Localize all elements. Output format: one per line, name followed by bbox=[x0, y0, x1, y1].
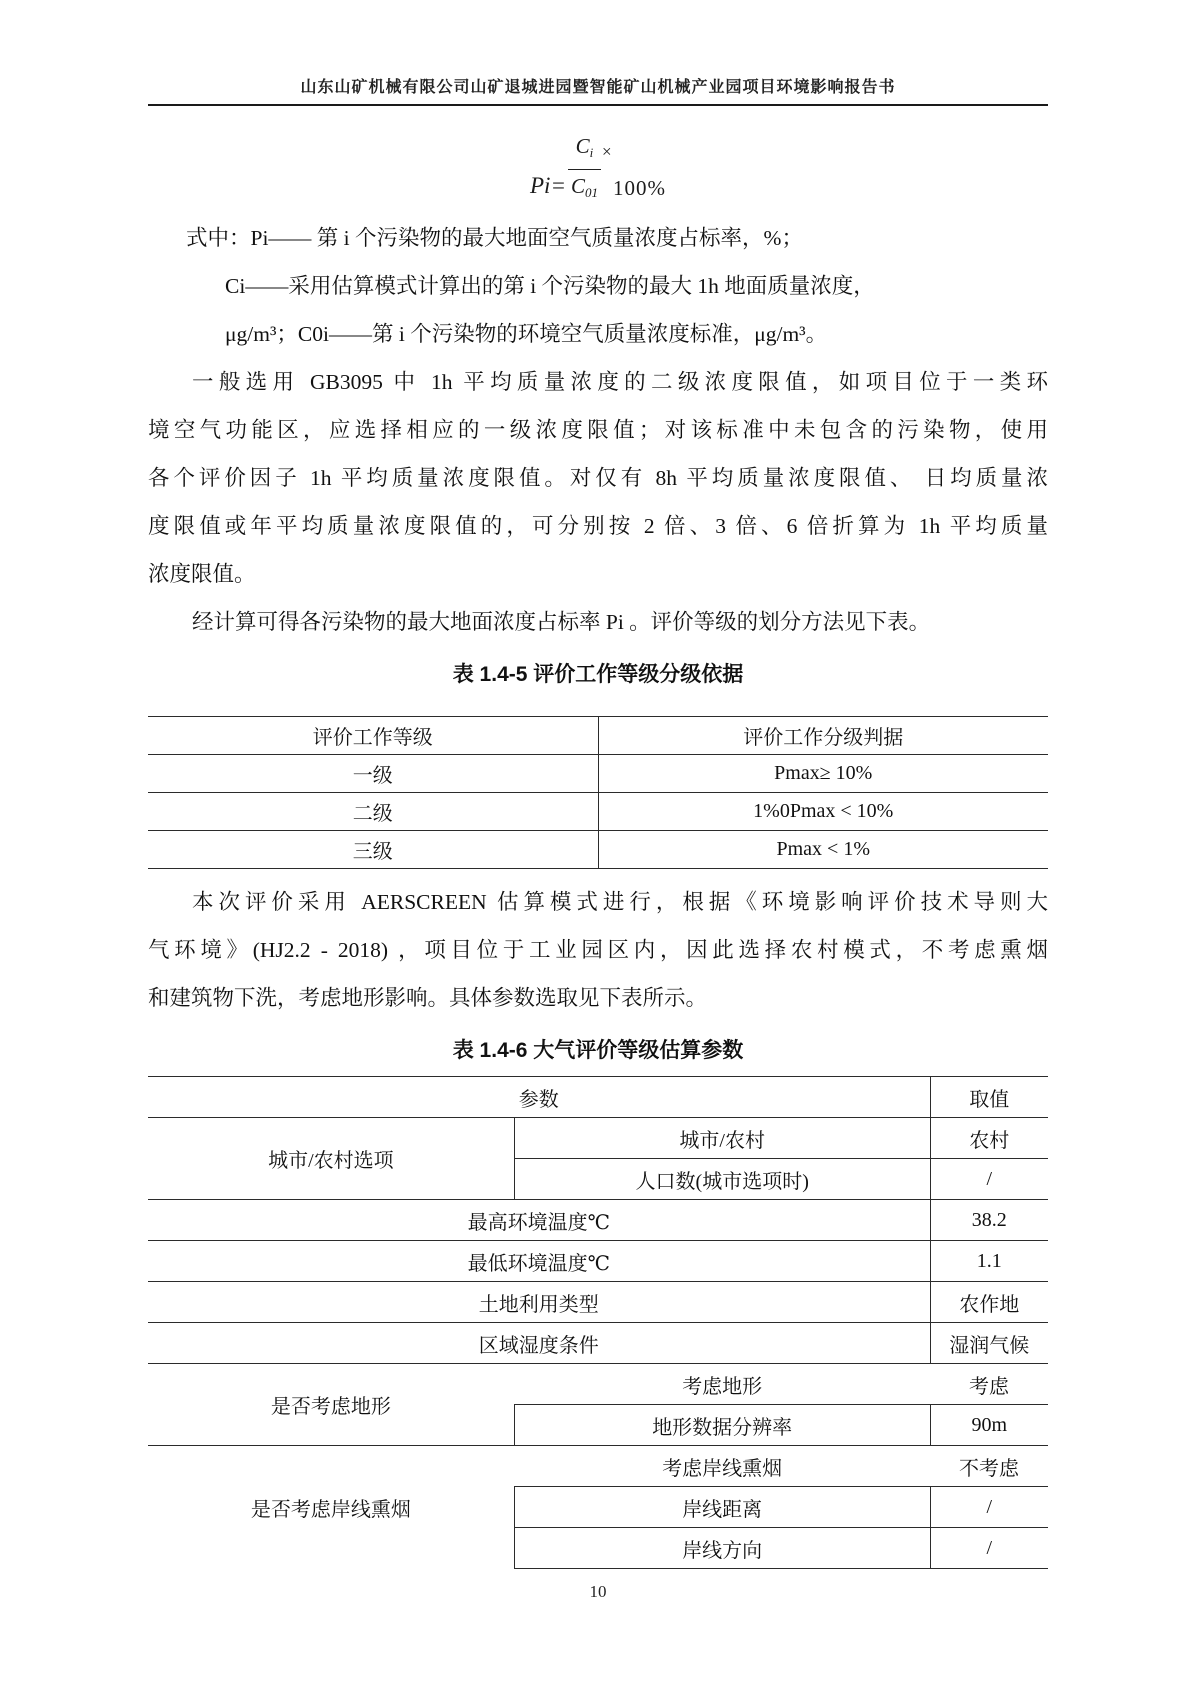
param-cell: 考虑地形 bbox=[514, 1364, 930, 1405]
grade-cell: 三级 bbox=[148, 831, 598, 869]
grade-column-header: 评价工作等级 bbox=[148, 717, 598, 755]
formula-result: 100% bbox=[612, 176, 666, 200]
formula-right-part bbox=[601, 138, 666, 202]
denominator-base: C bbox=[570, 174, 585, 198]
value-cell: / bbox=[930, 1159, 1048, 1200]
param-cell: 岸线距离 bbox=[514, 1487, 930, 1528]
paragraph-ci-definition: Ci——采用估算模式计算出的第 i 个污染物的最大 1h 地面质量浓度， bbox=[225, 274, 875, 298]
numerator-base: C bbox=[575, 134, 590, 158]
param-cell: 人口数(城市选项时) bbox=[514, 1159, 930, 1200]
value-cell: 1.1 bbox=[930, 1241, 1048, 1282]
grade-cell: 二级 bbox=[148, 793, 598, 831]
numerator-subscript: i bbox=[589, 145, 594, 160]
group-label-cell: 是否考虑地形 bbox=[148, 1364, 514, 1446]
paragraph-gb3095 bbox=[148, 358, 1048, 598]
paragraph-line: 本次评价采用 AERSCREEN 估算模式进行，根据《环境影响评价技术导则大 bbox=[192, 890, 1048, 914]
value-cell: 农作地 bbox=[930, 1282, 1048, 1323]
table-1-4-6-title: 表 1.4-6 大气评价等级估算参数 bbox=[452, 1039, 744, 1062]
paragraph-line: 气环境》(HJ2.2 - 2018) ，项目位于工业园区内，因此选择农村模式，不考虑熏烟 bbox=[148, 938, 1048, 962]
grade-cell: 一级 bbox=[148, 755, 598, 793]
value-cell: 考虑 bbox=[930, 1364, 1048, 1405]
multiply-sign: × bbox=[601, 142, 612, 161]
param-cell: 最低环境温度℃ bbox=[148, 1241, 930, 1282]
paragraph-line: 境空气功能区，应选择相应的一级浓度限值；对该标准中未包含的污染物，使用 bbox=[148, 418, 1048, 442]
table-row bbox=[148, 831, 1048, 869]
page-number: 10 bbox=[589, 1582, 607, 1601]
paragraph-line: 一般选用 GB3095 中 1h 平均质量浓度的二级浓度限值，如项目位于一类环 bbox=[192, 370, 1048, 394]
table-row bbox=[148, 755, 1048, 793]
param-cell: 区域湿度条件 bbox=[148, 1323, 930, 1364]
table-1-4-5-title: 表 1.4-5 评价工作等级分级依据 bbox=[452, 663, 744, 686]
page-content bbox=[148, 0, 1048, 1602]
value-cell: 农村 bbox=[930, 1118, 1048, 1159]
value-column-header: 取值 bbox=[930, 1077, 1048, 1118]
table-row bbox=[148, 1323, 1048, 1364]
table-header-row bbox=[148, 717, 1048, 755]
criterion-cell: 1%0Pmax < 10% bbox=[598, 793, 1048, 831]
formula-fraction bbox=[568, 130, 601, 202]
paragraph-pmax-intro: 经计算可得各污染物的最大地面浓度占标率 Pi 。评价等级的划分方法见下表。 bbox=[192, 610, 931, 634]
group-label-cell: 是否考虑岸线熏烟 bbox=[250, 1498, 411, 1521]
table-1-4-6 bbox=[148, 1076, 1048, 1569]
param-column-header: 参数 bbox=[148, 1077, 930, 1118]
table-header-row bbox=[148, 1077, 1048, 1118]
table-row bbox=[148, 1446, 1048, 1487]
param-cell: 地形数据分辨率 bbox=[514, 1405, 930, 1446]
criterion-cell: Pmax≥ 10% bbox=[598, 755, 1048, 793]
criterion-cell: Pmax < 1% bbox=[598, 831, 1048, 869]
formula-denominator bbox=[568, 169, 601, 202]
table-row bbox=[148, 1364, 1048, 1405]
table-row bbox=[148, 1200, 1048, 1241]
formula-numerator bbox=[573, 134, 597, 158]
paragraph-c0i-definition: μg/m³；C0i——第 i 个污染物的环境空气质量浓度标准，μg/m³。 bbox=[225, 322, 828, 346]
value-cell: 38.2 bbox=[930, 1200, 1048, 1241]
table-row bbox=[148, 1241, 1048, 1282]
paragraph-line: 和建筑物下洗，考虑地形影响。具体参数选取见下表所示。 bbox=[148, 986, 708, 1010]
param-cell: 考虑岸线熏烟 bbox=[514, 1446, 930, 1487]
paragraph-line: 各个评价因子 1h 平均质量浓度限值。对仅有 8h 平均质量浓度限值、 日均质量浓 bbox=[148, 466, 1048, 490]
table-row bbox=[148, 1282, 1048, 1323]
header-rule bbox=[148, 104, 1048, 106]
pi-formula bbox=[148, 130, 1048, 202]
denominator-subscript: 01 bbox=[584, 185, 598, 200]
paragraph-line: 浓度限值。 bbox=[148, 562, 256, 586]
paragraph-aerscreen bbox=[148, 878, 1048, 1022]
param-cell: 土地利用类型 bbox=[148, 1282, 930, 1323]
criterion-column-header: 评价工作分级判据 bbox=[598, 717, 1048, 755]
table-1-4-5 bbox=[148, 716, 1048, 869]
paragraph-pi-definition: 式中：Pi—— 第 i 个污染物的最大地面空气质量浓度占标率，%； bbox=[186, 226, 803, 250]
table-row bbox=[148, 793, 1048, 831]
report-header-title: 山东山矿机械有限公司山矿退城进园暨智能矿山机械产业园项目环境影响报告书 bbox=[300, 79, 896, 96]
formula-lhs: Pi= bbox=[530, 173, 566, 198]
value-cell: / bbox=[930, 1528, 1048, 1569]
param-cell: 城市/农村 bbox=[514, 1118, 930, 1159]
value-cell: 湿润气候 bbox=[930, 1323, 1048, 1364]
value-cell: / bbox=[930, 1487, 1048, 1528]
value-cell: 不考虑 bbox=[930, 1446, 1048, 1487]
param-cell: 最高环境温度℃ bbox=[148, 1200, 930, 1241]
group-label-cell: 城市/农村选项 bbox=[148, 1118, 514, 1200]
paragraph-line: 度限值或年平均质量浓度限值的，可分别按 2 倍、3 倍、6 倍折算为 1h 平均质量 bbox=[148, 514, 1048, 538]
param-cell: 岸线方向 bbox=[514, 1528, 930, 1569]
value-cell: 90m bbox=[930, 1405, 1048, 1446]
table-row bbox=[148, 1118, 1048, 1159]
